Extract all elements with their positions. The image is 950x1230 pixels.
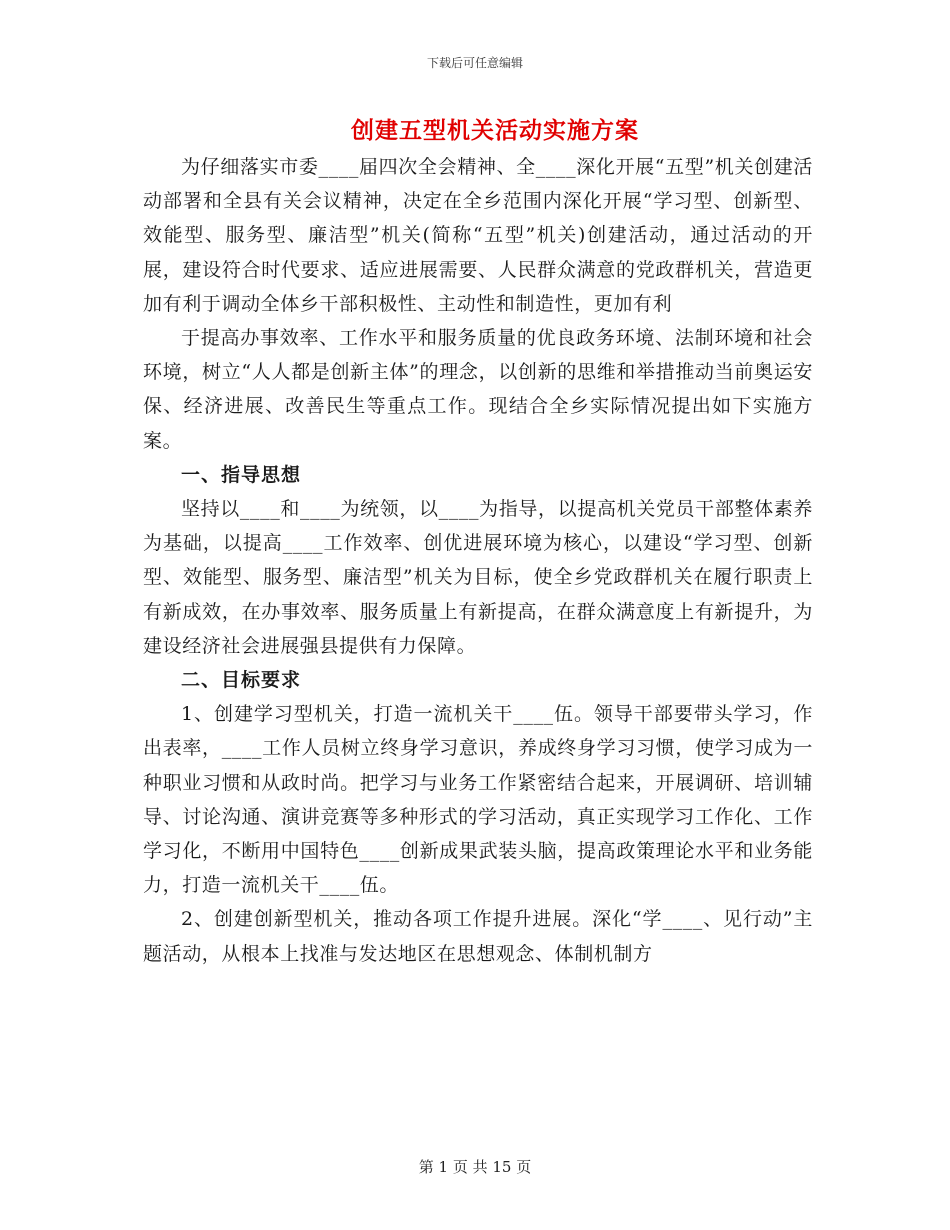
section1-paragraph: 坚持以____和____为统领，以____为指导，以提高机关党员干部整体素养为基础，以提高____工作效率、创优进展环境为核心，以建设“学习型、创新型、效能型、服务型、廉洁型”机关为目标，使全乡党政群机关在履行职责上有新成效，在办事效率、服务质量上有新提高，在群众满意度上有新提升，为建设经济社会进展强县提供有力保障。 (143, 498, 813, 657)
section2-paragraph-2: 2、创建创新型机关，推动各项工作提升进展。深化“学____、见行动”主题活动，从根本上找准与发达地区在思想观念、体制机制方 (143, 908, 813, 965)
intro-paragraph-1: 为仔细落实市委____届四次全会精神、全____深化开展“五型”机关创建活动部署和全县有关会议精神，决定在全乡范围内深化开展“学习型、创新型、效能型、服务型、廉洁型”机关(简称“五型”机关)创建活动，通过活动的开展，建设符合时代要求、适应进展需要、人民群众满意的党政群机关，营造更加有利于调动全体乡干部积极性、主动性和制造性，更加有利 (143, 156, 813, 315)
intro-paragraph-2: 于提高办事效率、工作水平和服务质量的优良政务环境、法制环境和社会环境，树立“人人都是创新主体”的理念，以创新的思维和举措推动当前奥运安保、经济进展、改善民生等重点工作。现结合全乡实际情况提出如下实施方案。 (143, 327, 813, 452)
section-heading-goals: 二、目标要求 (181, 669, 302, 692)
document-body (143, 150, 813, 971)
header-note: 下载后可任意编辑 (426, 56, 523, 70)
document-title: 创建五型机关活动实施方案 (351, 117, 639, 144)
section-heading-guiding-ideology: 一、指导思想 (181, 463, 302, 486)
section2-paragraph-1: 1、创建学习型机关，打造一流机关干____伍。领导干部要带头学习，作出表率，____工作人员树立终身学习意识，养成终身学习习惯，使学习成为一种职业习惯和从政时尚。把学习与业务工作紧密结合起来，开展调研、培训辅导、讨论沟通、演讲竞赛等多种形式的学习活动，真正实现学习工作化、工作学习化，不断用中国特色____创新成果武装头脑，提高政策理论水平和业务能力，打造一流机关干____伍。 (143, 703, 813, 897)
page-number: 第 1 页 共 15 页 (418, 1158, 532, 1176)
